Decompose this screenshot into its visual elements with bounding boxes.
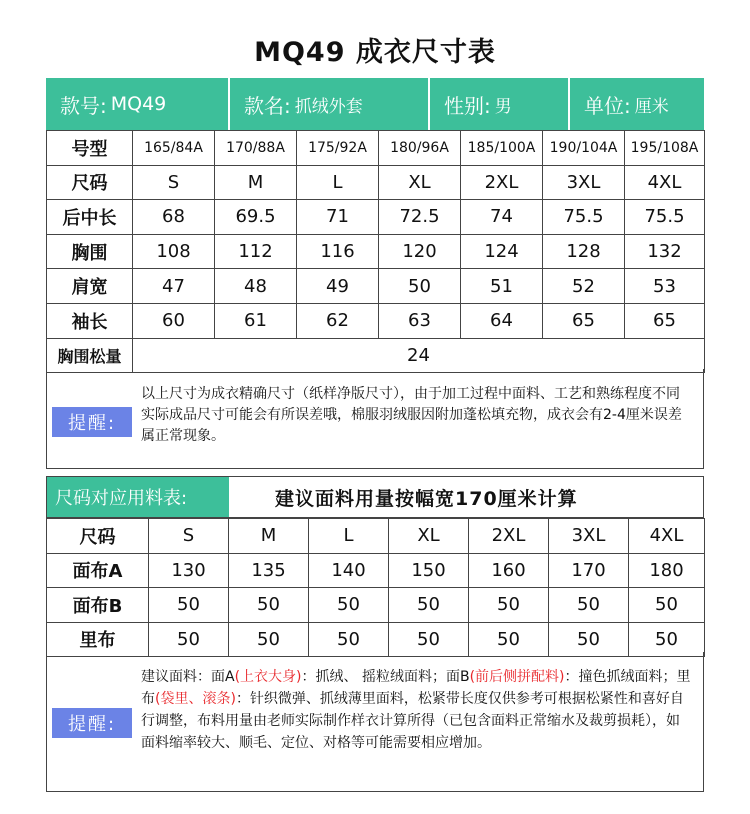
reminder-badge: 提醒: bbox=[52, 407, 132, 437]
size-row bbox=[47, 269, 705, 304]
row-header: 肩宽 bbox=[47, 269, 133, 304]
table-cell: 69.5 bbox=[215, 200, 297, 235]
table-cell: 50 bbox=[549, 588, 629, 623]
table-cell: 50 bbox=[469, 622, 549, 657]
table-cell: 63 bbox=[379, 303, 461, 338]
size-table-body bbox=[47, 131, 705, 373]
table-cell: 50 bbox=[309, 588, 389, 623]
table-cell: 50 bbox=[309, 622, 389, 657]
row-header: 面布B bbox=[47, 588, 149, 623]
advice-text-3: ：撞色抓绒面料；里布 bbox=[141, 669, 691, 707]
fabric-advice-text bbox=[141, 666, 693, 754]
fabric-usage-bar bbox=[46, 476, 704, 518]
style-name-label: 款名: bbox=[244, 93, 291, 118]
table-cell: 49 bbox=[297, 269, 379, 304]
table-cell: 50 bbox=[229, 622, 309, 657]
table-cell: 140 bbox=[309, 553, 389, 588]
table-cell: 50 bbox=[229, 588, 309, 623]
fabric-table bbox=[46, 518, 705, 657]
table-cell: 75.5 bbox=[543, 200, 625, 235]
ease-row bbox=[47, 338, 705, 373]
size-header-cell: XL bbox=[389, 519, 469, 554]
advice-highlight-1: (上衣大身) bbox=[234, 669, 302, 685]
table-cell: XL bbox=[379, 165, 461, 200]
unit-value: 厘米 bbox=[634, 96, 669, 117]
table-cell: 50 bbox=[379, 269, 461, 304]
table-cell: 116 bbox=[297, 234, 379, 269]
table-cell: 165/84A bbox=[133, 131, 215, 166]
table-cell: 75.5 bbox=[625, 200, 705, 235]
table-cell: 72.5 bbox=[379, 200, 461, 235]
advice-highlight-3: (袋里、滚条) bbox=[155, 691, 236, 707]
advice-text-4: ：针织微弹、抓绒薄里面料，松紧带长度仅供参考可根据松紧性和喜好自行调整，布料用量由老师实际制作样衣计算所得（已包含面料正常缩水及裁剪损耗），如面料缩率较大、顺毛、定位、对格等可能需要相应增加。 bbox=[141, 691, 684, 751]
table-cell: 160 bbox=[469, 553, 549, 588]
table-cell: 47 bbox=[133, 269, 215, 304]
table-cell: 50 bbox=[149, 622, 229, 657]
table-cell: 175/92A bbox=[297, 131, 379, 166]
advice-text-2: ：抓绒、 摇粒绒面料；面B bbox=[301, 669, 470, 685]
unit-label: 单位: bbox=[584, 93, 631, 118]
gender-cell bbox=[430, 78, 570, 130]
size-row bbox=[47, 200, 705, 235]
table-cell: 61 bbox=[215, 303, 297, 338]
table-cell: 50 bbox=[389, 622, 469, 657]
table-cell: 50 bbox=[149, 588, 229, 623]
table-cell: 128 bbox=[543, 234, 625, 269]
table-cell: 185/100A bbox=[461, 131, 543, 166]
size-table bbox=[46, 130, 705, 373]
table-cell: 3XL bbox=[543, 165, 625, 200]
row-header: 尺码 bbox=[47, 165, 133, 200]
table-cell: 51 bbox=[461, 269, 543, 304]
advice-text-1: 建议面料：面A bbox=[141, 669, 235, 685]
table-cell: 60 bbox=[133, 303, 215, 338]
table-cell: 50 bbox=[549, 622, 629, 657]
size-row bbox=[47, 234, 705, 269]
table-cell: M bbox=[215, 165, 297, 200]
table-cell: 71 bbox=[297, 200, 379, 235]
row-header: 尺码 bbox=[47, 519, 149, 554]
row-header: 里布 bbox=[47, 622, 149, 657]
table-cell: 108 bbox=[133, 234, 215, 269]
ease-label: 胸围松量 bbox=[47, 338, 133, 373]
table-cell: 48 bbox=[215, 269, 297, 304]
size-header-cell: 3XL bbox=[549, 519, 629, 554]
reminder-box-1 bbox=[46, 369, 704, 469]
row-header: 面布A bbox=[47, 553, 149, 588]
style-no-label: 款号: bbox=[60, 93, 107, 118]
table-cell: L bbox=[297, 165, 379, 200]
reminder-box-2 bbox=[46, 652, 704, 792]
table-cell: 170 bbox=[549, 553, 629, 588]
table-cell: 68 bbox=[133, 200, 215, 235]
fabric-table-body bbox=[47, 519, 705, 657]
table-cell: 50 bbox=[629, 588, 705, 623]
reminder-badge: 提醒: bbox=[52, 708, 132, 738]
table-cell: 112 bbox=[215, 234, 297, 269]
table-cell: 135 bbox=[229, 553, 309, 588]
gender-value: 男 bbox=[494, 96, 512, 117]
advice-highlight-2: (前后侧拼配料) bbox=[469, 669, 565, 685]
table-cell: 52 bbox=[543, 269, 625, 304]
row-header: 袖长 bbox=[47, 303, 133, 338]
table-cell: 130 bbox=[149, 553, 229, 588]
table-cell: 53 bbox=[625, 269, 705, 304]
unit-cell bbox=[570, 78, 704, 130]
table-cell: 4XL bbox=[625, 165, 705, 200]
size-header-cell: 2XL bbox=[469, 519, 549, 554]
table-cell: 62 bbox=[297, 303, 379, 338]
size-header-cell: M bbox=[229, 519, 309, 554]
ease-value: 24 bbox=[133, 338, 705, 373]
row-header: 胸围 bbox=[47, 234, 133, 269]
fabric-usage-label: 尺码对应用料表: bbox=[47, 477, 229, 517]
fabric-header-row bbox=[47, 519, 705, 554]
table-cell: 195/108A bbox=[625, 131, 705, 166]
table-cell: 180 bbox=[629, 553, 705, 588]
table-cell: 124 bbox=[461, 234, 543, 269]
style-no-cell bbox=[46, 78, 230, 130]
table-cell: 65 bbox=[543, 303, 625, 338]
table-cell: 132 bbox=[625, 234, 705, 269]
size-header-cell: 4XL bbox=[629, 519, 705, 554]
row-header: 后中长 bbox=[47, 200, 133, 235]
table-cell: 50 bbox=[389, 588, 469, 623]
size-row bbox=[47, 131, 705, 166]
gender-label: 性别: bbox=[444, 93, 491, 118]
fabric-row bbox=[47, 588, 705, 623]
table-cell: 190/104A bbox=[543, 131, 625, 166]
row-header: 号型 bbox=[47, 131, 133, 166]
table-cell: 64 bbox=[461, 303, 543, 338]
table-cell: 74 bbox=[461, 200, 543, 235]
size-row bbox=[47, 165, 705, 200]
spec-header bbox=[46, 78, 704, 130]
table-cell: 170/88A bbox=[215, 131, 297, 166]
table-cell: 120 bbox=[379, 234, 461, 269]
style-name-cell bbox=[230, 78, 430, 130]
size-header-cell: L bbox=[309, 519, 389, 554]
table-cell: 150 bbox=[389, 553, 469, 588]
fabric-row bbox=[47, 553, 705, 588]
size-row bbox=[47, 303, 705, 338]
table-cell: 2XL bbox=[461, 165, 543, 200]
table-cell: 50 bbox=[629, 622, 705, 657]
style-no-value: MQ49 bbox=[110, 93, 167, 115]
size-header-cell: S bbox=[149, 519, 229, 554]
table-cell: 180/96A bbox=[379, 131, 461, 166]
table-cell: 65 bbox=[625, 303, 705, 338]
fabric-usage-title: 建议面料用量按幅宽170厘米计算 bbox=[275, 487, 578, 510]
table-cell: S bbox=[133, 165, 215, 200]
page-title: MQ49 成衣尺寸表 bbox=[254, 37, 496, 68]
table-cell: 50 bbox=[469, 588, 549, 623]
style-name-value: 抓绒外套 bbox=[294, 96, 363, 117]
reminder-text: 以上尺寸为成衣精确尺寸（纸样净版尺寸），由于加工过程中面料、工艺和熟练程度不同实际成品尺寸可能会有所误差哦，棉服羽绒服因附加蓬松填充物，成衣会有2-4厘米误差属正常现象。 bbox=[141, 386, 682, 444]
